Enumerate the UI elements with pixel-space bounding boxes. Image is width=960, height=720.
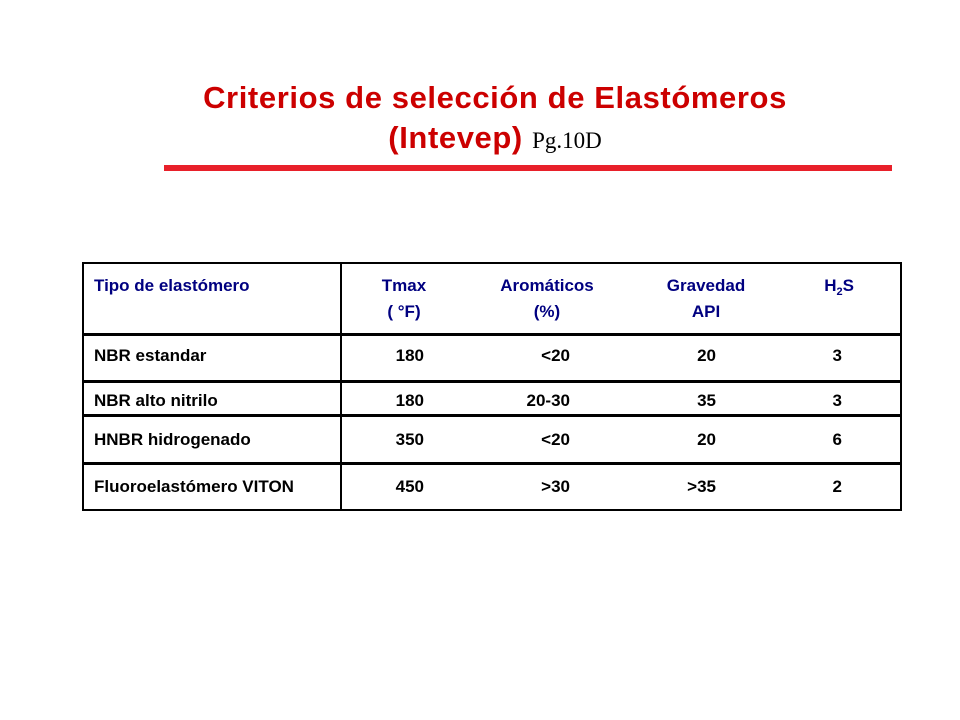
row-divider — [84, 414, 900, 417]
row-2-name: NBR alto nitrilo — [94, 391, 218, 410]
row-divider — [84, 462, 900, 465]
header-h2s-subscript: 2 — [836, 286, 843, 298]
title-line-2 — [0, 118, 960, 161]
header-tmax-unit: ( °F) — [387, 302, 421, 321]
header-aromatics-unit: (%) — [533, 302, 561, 321]
header-gravity — [646, 273, 766, 325]
column-divider — [340, 264, 342, 509]
row-4-aromatics: >30 — [541, 477, 570, 496]
header-aromatics — [477, 273, 617, 325]
row-4-name: Fluoroelastómero VITON — [94, 477, 294, 496]
header-tmax-label: Tmax — [381, 276, 427, 295]
row-2-gravity: 35 — [697, 391, 716, 410]
title-source: (Intevep) — [388, 120, 523, 155]
row-4-gravity: >35 — [687, 477, 716, 496]
row-divider — [84, 333, 900, 336]
row-3-name: HNBR hidrogenado — [94, 430, 251, 449]
header-type: Tipo de elastómero — [94, 276, 250, 295]
row-3-h2s: 6 — [832, 430, 842, 449]
title-underline — [164, 165, 892, 171]
row-2-h2s: 3 — [832, 391, 842, 410]
header-h2s — [824, 273, 854, 301]
header-tmax — [364, 273, 444, 325]
page-title — [0, 78, 960, 161]
header-h2s-s: S — [842, 276, 854, 295]
row-2-aromatics: 20-30 — [526, 391, 570, 410]
row-3-gravity: 20 — [697, 430, 716, 449]
row-3-aromatics: <20 — [541, 430, 570, 449]
title-line-1: Criterios de selección de Elastómeros — [203, 80, 787, 115]
header-gravity-label: Gravedad — [666, 276, 746, 295]
row-4-h2s: 2 — [832, 477, 842, 496]
row-1-name: NBR estandar — [94, 346, 207, 365]
header-h2s-h: H — [824, 276, 837, 295]
header-gravity-unit: API — [691, 302, 721, 321]
row-1-gravity: 20 — [697, 346, 716, 365]
row-1-aromatics: <20 — [541, 346, 570, 365]
elastomer-table — [82, 262, 902, 511]
page-reference: Pg.10D — [532, 128, 602, 153]
row-1-tmax: 180 — [395, 346, 424, 365]
header-aromatics-label: Aromáticos — [500, 276, 594, 295]
row-3-tmax: 350 — [395, 430, 424, 449]
row-4-tmax: 450 — [395, 477, 424, 496]
row-divider — [84, 380, 900, 383]
row-2-tmax: 180 — [395, 391, 424, 410]
row-1-h2s: 3 — [832, 346, 842, 365]
